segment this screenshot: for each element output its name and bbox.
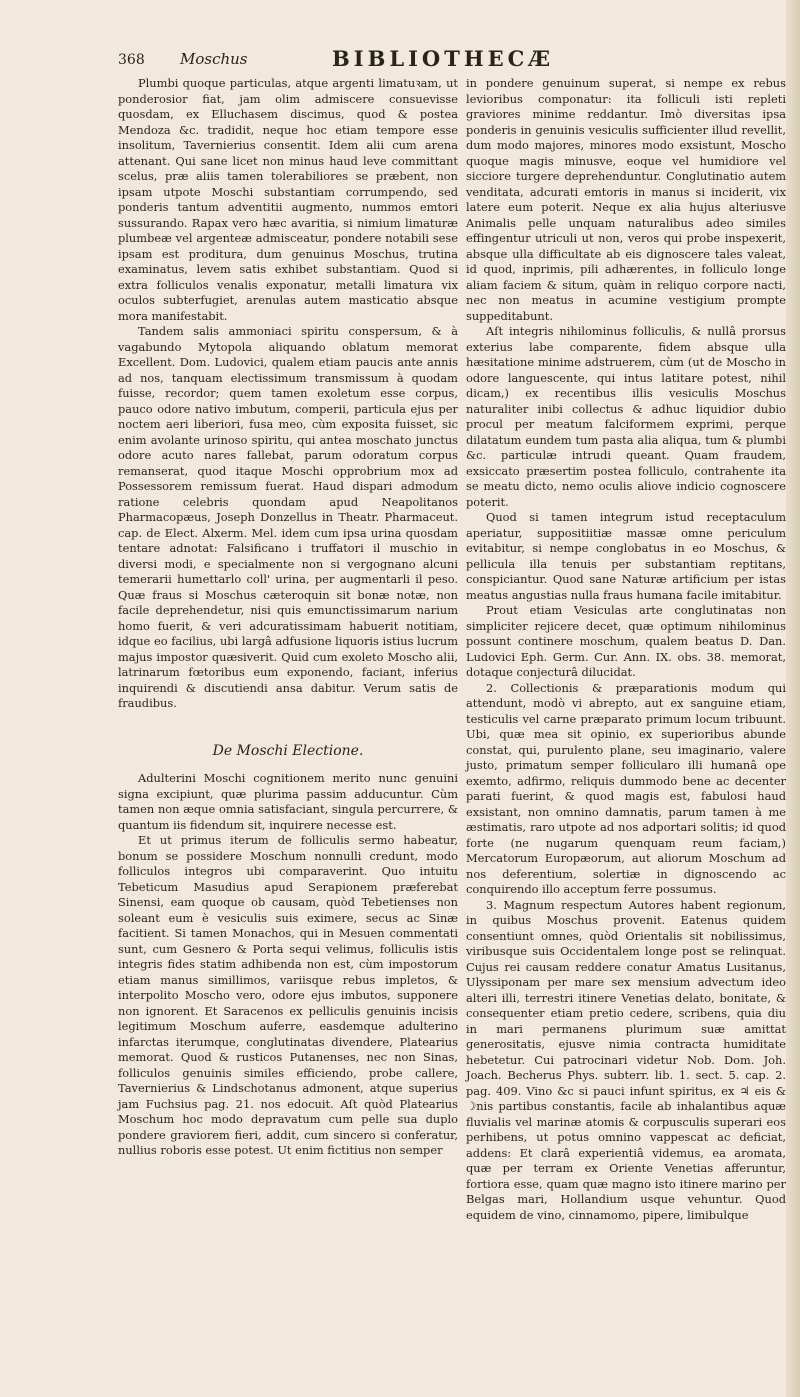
paragraph: 2. Collectionis & præparationis modum qui attendunt, modò vi abrepto, aut ex sanguine etiam, testiculis vel carne præparato primum locum tribuunt. Ubi, quæ mea sit opinio, ex superioribus abunde constat, qui, purulento plane, seu imaginario, valere justo, primatum semper follicularo illi humanâ ope exemto, adfirmo, reliquis dummodo bene ac decenter parati fuerint, & quod magis est, fabulosi haud exsistant, non omnino damnatis, parum tamen à me æstimatis, raro utpote ad nos adportari solitis; id quod forte (ne nugarum quenquam reum faciam,) Mercatorum Europæorum, aut aliorum Moschum ad nos deferentium, solertiæ in dignoscendo ac conquirendo illo acceptum ferre possumus.	[466, 680, 786, 896]
page-header	[118, 46, 718, 78]
paragraph: Quod si tamen integrum istud receptaculum aperiatur, suppositiitiæ massæ omne periculum evitabitur, si nempe conglobatus in eo Moschus, & pellicula illa tenuis per substantiam reptitans, conspiciantur. Quod sane Naturæ artificium per istas meatus angustias nulla fraus humana facile imitabitur.	[466, 510, 786, 602]
paragraph: 3. Magnum respectum Autores habent regionum, in quibus Moschus provenit. Eatenus quidem consentiunt omnes, quòd Orientalis sit nobilissimus, viribusque suis Occidentalem longe post se relinquat. Cujus rei causam reddere conatur Amatus Lusitanus, Ulyssiponam per mare sex mensium advectum ideo alteri illi, terrestri itinere Venetias delato, bonitate, & consequenter etiam pretio cedere, scribens, quia diu in mari permanens plurimum suæ amittat generositatis, ejusve nimia contracta humiditate hebetetur. Cui patrocinari videtur Nob. Dom. Joh. Joach. Becherus Phys. subterr. lib. 1. sect. 5. cap. 2. pag. 409. Vino &c si pauci infunt spiritus, ex ♃ eis & ☽nis partibus constantis, facile ab inhalantibus aquæ fluvialis vel marinæ atomis & corpusculis superari eos perhibens, ut potus omnino vappescat ac deficiat, addens: Et clarâ experientiâ videmus, ea aromata, quæ per terram ex Oriente Venetias afferuntur, fortiora esse, quam quæ magno isto itinere marino per Belgas mari, Hollandium usque vehuntur. Quod equidem de vino, cinnamomo, pipere, limibulque	[466, 897, 786, 1222]
paragraph: Prout etiam Vesiculas arte conglutinatas non simpliciter rejicere decet, quæ optimum nihilominus possunt continere moschum, qualem beatus D. Dan. Ludovici Eph. Germ. Cur. Ann. IX. obs. 38. memorat, dotaque conjecturâ dilucidat.	[466, 603, 786, 679]
paragraph: Tandem salis ammoniaci spiritu conspersum, & à vagabundo Mytopola aliquando oblatum memorat Excellent. Dom. Ludovici, qualem etiam paucis ante annis ad nos, tanquam electissimum transmissum à quodam fuisse, recordor; quem tamen exoletum esse corpus, pauco odore nativo imbutum, comperii, particula ejus per noctem aeri liberiori, fusa meo, cùm exposita fuisset, sic enim avolante urinoso spiritu, qui antea moschato junctus odore acuto nares fallebat, parum odoratum corpus remanserat, quod itaque Moschi opprobrium mox ad Possessorem remissum fuerat. Haud dispari admodum ratione celebris quondam apud Neapolitanos Pharmacopæus, Joseph Donzellus in Theatr. Pharmaceut. cap. de Elect. Alxerm. Mel. idem cum ipsa urina quosdam tentare adnotat: Falsificano i truffatori il muschio in diversi modi, e specialmente non si vergognano alcuni temerarii humettarlo coll' urina, per augmentarli il peso. Quæ fraus si Moschus cæteroquin sit bonæ notæ, non facile deprehendetur, nisi quis emunctissimarum narium homo fuerit, & veri adcuratissimam habuerit notitiam, idque eo facilius, ubi largâ adfusione liquoris istius lucrum majus impostor quæsiverit. Quid cum exoleto Moscho alii, latrinarum fœtoribus eum exponendo, faciant, inferius inquirendi & discutiendi ansa dabitur. Verum satis de fraudibus.	[118, 324, 458, 710]
page-edge	[786, 0, 800, 1397]
paragraph: Plumbi quoque particulas, atque argenti limatuꝛam, ut ponderosior fiat, jam olim admiscere consuevisse quosdam, ex Elluchasem discimus, quod & postea Mendoza &c. tradidit, neque hoc etiam tempore esse insolitum, Tavernierius consentit. Idem alii cum arena attenant. Qui sane licet non minus haud leve committant scelus, præ aliis tamen tolerabiliores se præbent, non ipsam utpote Moschi substantiam corrumpendo, sed ponderis tantum adventitii augmento, nummos emtori sussurando. Rapax vero hæc avaritia, si nimium limaturæ plumbeæ vel argenteæ admisceatur, pondere notabili sese ipsam est proditura, dum genuinus Moschus, trutina examinatus, levem satis exhibet substantiam. Quod si extra folliculos venalis exponatur, metalli limatura vix oculos subterfugiet, arenulas autem masticatio absque mora manifestabit.	[118, 76, 458, 323]
page-title: BIBLIOTHECÆ	[332, 46, 555, 71]
left-column	[118, 76, 458, 1159]
paragraph: Adulterini Moschi cognitionem merito nunc genuini signa excipiunt, quæ plurima passim adducuntur. Cùm tamen non æque omnia satisfaciant, singula percurrere, & quantum iis fidendum sit, inquirere necesse est.	[118, 771, 458, 832]
paragraph: in pondere genuinum superat, si nempe ex rebus levioribus componatur: ita folliculi isti repleti graviores minime reddantur. Imò diversitas ipsa ponderis in genuinis vesiculis sufficienter illud revellit, dum modo majores, minores modo exsistunt, Moscho quoque magis minusve, eoque vel humidiore vel sicciore turgere deprehenduntur. Conglutinatio autem venditata, adcurati emtoris in manus si inciderit, vix latere eum poterit. Neque ex alia hujus alteriusve Animalis pelle unquam naturalibus adeo similes effingentur utriculi ut non, veros qui probe inspexerit, absque ulla difficultate ab eis dignoscere tales valeat, id quod, inprimis, pili adhærentes, in folliculo longe aliam faciem & situm, quàm in reliquo corpore nacti, nec non meatus in acumine vestigium prompte suppeditabunt.	[466, 76, 786, 323]
paragraph: Aſt integris nihilominus folliculis, & nullâ prorsus exterius labe comparente, fidem absque ulla hæsitatione minime adstruerem, cùm (ut de Moscho in odore languescente, qui intus latitare potest, nihil dicam,) ex recentibus illis vesiculis Moschus naturaliter inibi collectus & adhuc liquidior dubio procul per meatum falciformem exprimi, perque dilatatum eundem tum pasta alia aliqua, tum & plumbi &c. particulæ intrudi queant. Quam fraudem, exsiccato præsertim postea folliculo, contrahente ita se meatu dicto, nemo oculis aliove indicio cognoscere poterit.	[466, 324, 786, 509]
running-head: Moschus	[180, 50, 248, 68]
section-title: De Moschi Electione.	[212, 742, 364, 759]
page-number: 368	[118, 52, 145, 68]
paragraph: Et ut primus iterum de folliculis sermo habeatur, bonum se possidere Moschum nonnulli credunt, modo folliculos integros ubi comparaverint. Quo intuitu Tebeticum Masudius apud Serapionem præferebat Sinensi, eam quoque ob causam, quòd Tebetienses non soleant eum è vesiculis suis eximere, secus ac Sinæ facitient. Si tamen Monachos, qui in Mesuen commentati sunt, cum Gesnero & Porta sequi velimus, folliculis istis integris fides statim adhibenda non est, cùm impostorum etiam manus simillimos, variisque rebus impletos, & interpolito Moscho vero, odore ejus imbutos, supponere non ignorent. Et Saracenos ex pelliculis genuinis incisis legitimum Moschum auferre, easdemque adulterino infarctas iterumque, conglutinatas divendere, Platearius memorat. Quod & rusticos Putanenses, nec non Sinas, folliculos genuinis similes efficiendo, probe callere, Tavernierius & Lindschotanus admonent, atque superius jam Fuchsius pag. 21. nos edocuit. Aſt quòd Platearius Moschum hoc modo depravatum cum pelle sua duplo pondere graviorem fieri, addit, cum sincero si conferatur, nullius roboris esse potest. Ut enim fictitius non semper	[118, 833, 458, 1157]
right-column	[466, 76, 786, 1223]
